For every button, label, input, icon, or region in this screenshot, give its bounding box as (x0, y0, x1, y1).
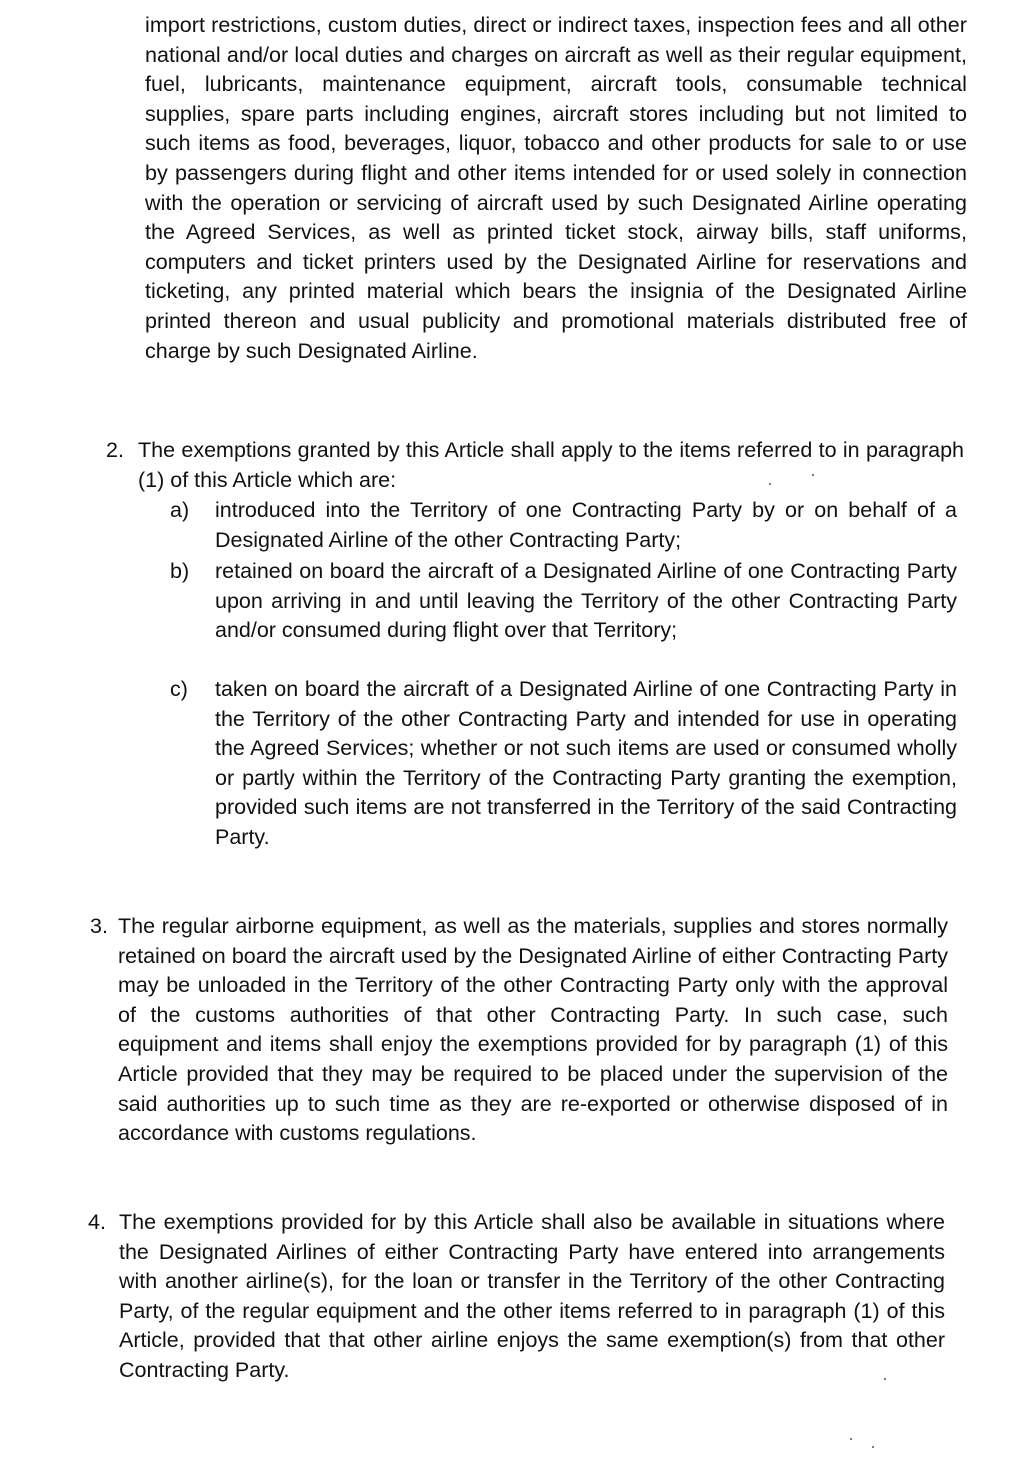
list-item-text: taken on board the aircraft of a Designated Airline of one Contracting Party in the Territory of the other Contracting Party and intended for use in operating the Agreed Services; whether or not such items are used or consumed wholly or partly within the Territory of the Contracting Party granting the exemption, provided such items are not transferred in the Territory of the said Contracting Party. (215, 677, 957, 849)
scan-speck (850, 1438, 852, 1440)
list-item-text: retained on board the aircraft of a Designated Airline of one Contracting Party upon arriving in and until leaving the Territory of the other Contracting Party and/or consumed during flight over that Territory; (215, 559, 957, 643)
paragraph-text: The exemptions granted by this Article shall apply to the items referred to in paragraph (1) of this Article which are: (138, 438, 964, 492)
paragraph-number: 3. (90, 914, 108, 938)
scan-speck (884, 1378, 886, 1380)
scan-speck (812, 474, 814, 476)
paragraph-number: 2. (106, 438, 124, 462)
scan-speck (769, 483, 771, 485)
paragraph-text: The regular airborne equipment, as well as the materials, supplies and stores normally retained on board the aircraft used by the Designated Airline of either Contracting Party may be unloaded in the Territory of the other Contracting Party only with the approval of the customs authorities of that other Contracting Party. In such case, such equipment and items shall enjoy the exemptions provided for by paragraph (1) of this Article provided that they may be required to be placed under the supervision of the said authorities up to such time as they are re-exported or otherwise disposed of in accordance with customs regulations. (118, 914, 948, 1146)
list-item-text: introduced into the Territory of one Contracting Party by or on behalf of a Designated Airline of the other Contracting Party; (215, 498, 957, 552)
paragraph-text: The exemptions provided for by this Article shall also be available in situations where the Designated Airlines of either Contracting Party have entered into arrangements with another airline(s), for the loan or transfer in the Territory of the other Contracting Party, of the regular equipment and the other items referred to in paragraph (1) of this Article, provided that that other airline enjoys the same exemption(s) from that other Contracting Party. (119, 1210, 945, 1382)
paragraph-number: 4. (88, 1210, 106, 1234)
list-item-marker: c) (170, 677, 188, 701)
list-item-marker: a) (170, 498, 190, 522)
intro-paragraph: import restrictions, custom duties, direct or indirect taxes, inspection fees and all other national and/or local duties and charges on aircraft as well as their regular equipment, fuel, lubricants, maintenance equipment, aircraft tools, consumable technical supplies, spare parts including engines, aircraft stores including but not limited to such items as food, beverages, liquor, tobacco and other products for sale to or use by passengers during flight and other items intended for or used solely in connection with the operation or servicing of aircraft used by such Designated Airline operating the Agreed Services, as well as printed ticket stock, airway bills, staff uniforms, computers and ticket printers used by the Designated Airline for reservations and ticketing, any printed material which bears the insignia of the Designated Airline printed thereon and usual publicity and promotional materials distributed free of charge by such Designated Airline. (145, 13, 967, 363)
list-item-marker: b) (170, 559, 190, 583)
scan-speck (872, 1446, 874, 1448)
